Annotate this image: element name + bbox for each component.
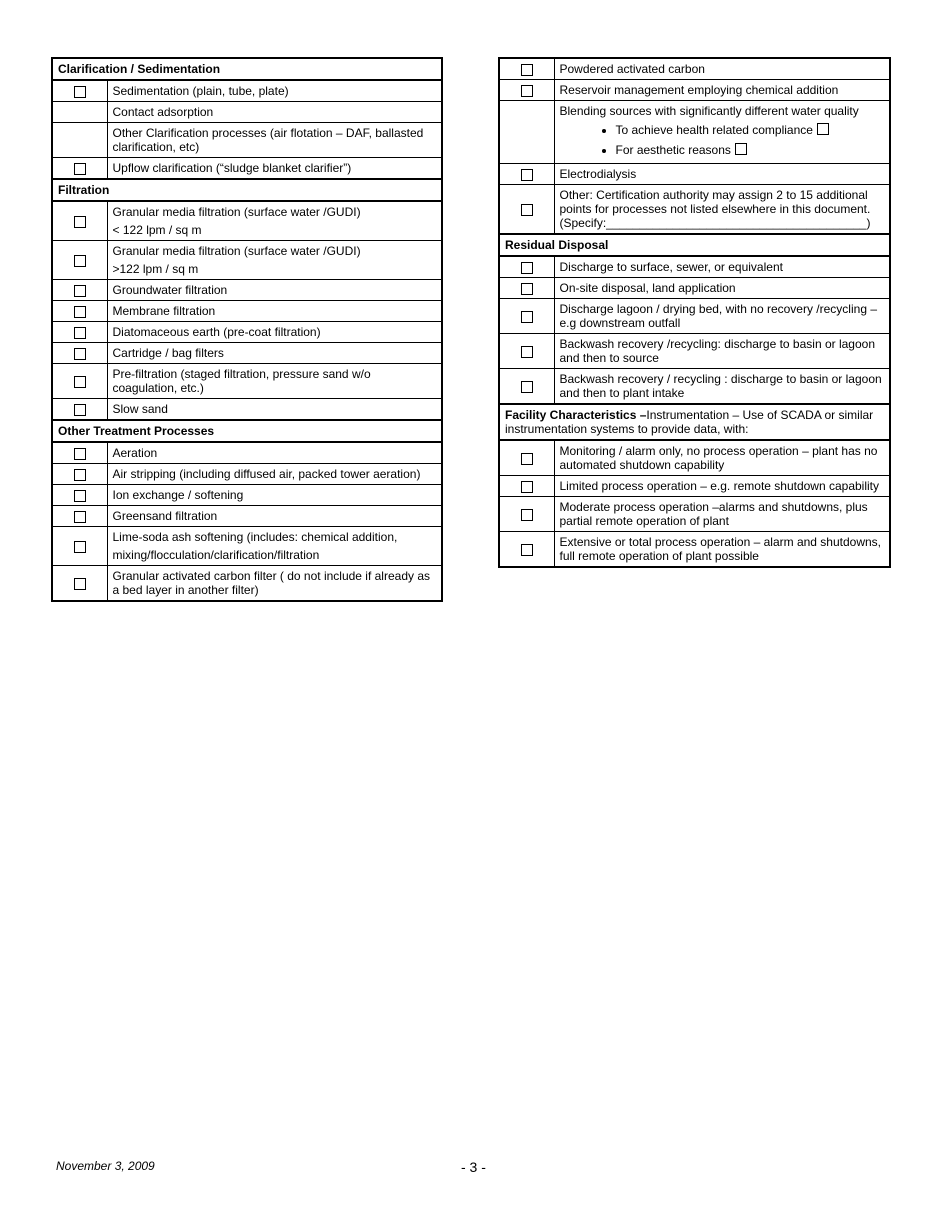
checkbox[interactable]: [74, 216, 86, 228]
list-item: [52, 158, 442, 180]
list-item: [499, 278, 890, 299]
list-item: [499, 164, 890, 185]
item-label: Sedimentation (plain, tube, plate): [107, 80, 442, 102]
item-label: Slow sand: [107, 399, 442, 421]
checkbox[interactable]: [74, 348, 86, 360]
item-label: Air stripping (including diffused air, packed tower aeration): [107, 464, 442, 485]
list-item: [52, 442, 442, 464]
bullet-item: [616, 123, 885, 137]
bullet-item: [616, 143, 885, 157]
item-label: Membrane filtration: [107, 301, 442, 322]
checkbox[interactable]: [521, 509, 533, 521]
item-sublabel: mixing/flocculation/clarification/filtration: [112, 548, 320, 562]
list-item: [52, 527, 442, 566]
list-item: [52, 123, 442, 158]
checkbox[interactable]: [74, 511, 86, 523]
list-item: [499, 58, 890, 80]
section-header-facility: [499, 404, 890, 440]
list-item: [52, 464, 442, 485]
item-label: Electrodialysis: [554, 164, 890, 185]
checkbox[interactable]: [735, 143, 747, 155]
item-label: Moderate process operation –alarms and shutdowns, plus partial remote operation of plant: [554, 497, 890, 532]
checkbox[interactable]: [74, 327, 86, 339]
list-item: [52, 301, 442, 322]
item-label: Diatomaceous earth (pre-coat filtration): [107, 322, 442, 343]
checkbox[interactable]: [74, 448, 86, 460]
checkbox[interactable]: [521, 169, 533, 181]
list-item: [499, 334, 890, 369]
section-header-filtration: Filtration: [52, 179, 442, 201]
item-label: Groundwater filtration: [107, 280, 442, 301]
list-item: [52, 506, 442, 527]
item-label: Monitoring / alarm only, no process operation – plant has no automated shutdown capability: [554, 440, 890, 476]
section-header-residual: Residual Disposal: [499, 234, 890, 256]
item-label: Reservoir management employing chemical addition: [554, 80, 890, 101]
item-label: Discharge lagoon / drying bed, with no recovery /recycling – e.g downstream outfall: [554, 299, 890, 334]
list-item: [52, 566, 442, 602]
list-item: [499, 256, 890, 278]
checkbox[interactable]: [521, 544, 533, 556]
item-label: Other Clarification processes (air flotation – DAF, ballasted clarification, etc): [107, 123, 442, 158]
checkbox[interactable]: [74, 404, 86, 416]
item-label: Greensand filtration: [107, 506, 442, 527]
checkbox[interactable]: [74, 255, 86, 267]
list-item: [52, 485, 442, 506]
item-label: Granular activated carbon filter ( do not include if already as a bed layer in another filter): [107, 566, 442, 602]
checkbox[interactable]: [74, 541, 86, 553]
list-item: [499, 497, 890, 532]
item-label: Ion exchange / softening: [107, 485, 442, 506]
checkbox[interactable]: [74, 306, 86, 318]
item-label: Upflow clarification (“sludge blanket clarifier”): [107, 158, 442, 180]
checkbox[interactable]: [521, 204, 533, 216]
checkbox[interactable]: [521, 381, 533, 393]
item-sublabel: >122 lpm / sq m: [112, 262, 199, 276]
checkbox[interactable]: [521, 85, 533, 97]
section-header-other-treatment: Other Treatment Processes: [52, 420, 442, 442]
section-title: Facility Characteristics –: [505, 408, 647, 422]
page-number: - 3 -: [461, 1159, 486, 1175]
list-item: [52, 364, 442, 399]
checkbox[interactable]: [74, 490, 86, 502]
list-item: [52, 241, 442, 280]
list-item: [52, 80, 442, 102]
checkbox[interactable]: [74, 285, 86, 297]
item-label: Contact adsorption: [107, 102, 442, 123]
checkbox[interactable]: [521, 262, 533, 274]
list-item: [499, 101, 890, 164]
checkbox[interactable]: [521, 283, 533, 295]
section-header-clarification: Clarification / Sedimentation: [52, 58, 442, 80]
checkbox[interactable]: [521, 311, 533, 323]
item-label: Powdered activated carbon: [554, 58, 890, 80]
blending-options: [560, 123, 885, 157]
checkbox[interactable]: [521, 64, 533, 76]
list-item: [52, 201, 442, 241]
checkbox[interactable]: [74, 469, 86, 481]
list-item: [52, 322, 442, 343]
checkbox[interactable]: [74, 163, 86, 175]
bullet-label: To achieve health related compliance: [615, 123, 813, 137]
list-item: [499, 185, 890, 235]
list-item: [52, 399, 442, 421]
item-label: Extensive or total process operation – alarm and shutdowns, full remote operation of plant possible: [554, 532, 890, 568]
list-item: [52, 343, 442, 364]
item-label: Discharge to surface, sewer, or equivalent: [554, 256, 890, 278]
checkbox[interactable]: [521, 346, 533, 358]
checkbox[interactable]: [521, 481, 533, 493]
list-item: [499, 532, 890, 568]
item-label: Lime-soda ash softening (includes: chemical addition,: [112, 530, 398, 544]
checkbox[interactable]: [521, 453, 533, 465]
item-label: Backwash recovery /recycling: discharge to basin or lagoon and then to source: [554, 334, 890, 369]
checkbox[interactable]: [74, 578, 86, 590]
list-item: [499, 369, 890, 405]
item-label: Limited process operation – e.g. remote shutdown capability: [554, 476, 890, 497]
left-checklist-table: [51, 57, 443, 602]
item-label: Cartridge / bag filters: [107, 343, 442, 364]
list-item: [499, 440, 890, 476]
item-sublabel: < 122 lpm / sq m: [112, 223, 202, 237]
item-label: Granular media filtration (surface water /GUDI): [112, 244, 361, 258]
item-label: On-site disposal, land application: [554, 278, 890, 299]
bullet-label: For aesthetic reasons: [615, 143, 731, 157]
item-label: Backwash recovery / recycling : discharge to basin or lagoon and then to plant intake: [554, 369, 890, 405]
footer-date: November 3, 2009: [56, 1159, 155, 1173]
section-description: Instrumentation – Use of SCADA or similar instrumentation systems to provide data, with:: [505, 408, 874, 436]
item-label: Granular media filtration (surface water /GUDI): [112, 205, 361, 219]
right-checklist-table: [498, 57, 891, 568]
list-item: [499, 80, 890, 101]
item-label: Other: Certification authority may assign 2 to 15 additional points for processes not listed elsewhere in this document. (Specify:_______________________________________): [554, 185, 890, 235]
item-label: Blending sources with significantly different water quality: [559, 104, 859, 118]
checkbox[interactable]: [74, 376, 86, 388]
item-label: Aeration: [107, 442, 442, 464]
list-item: [52, 102, 442, 123]
checkbox[interactable]: [817, 123, 829, 135]
checkbox[interactable]: [74, 86, 86, 98]
list-item: [499, 299, 890, 334]
item-label: Pre-filtration (staged filtration, pressure sand w/o coagulation, etc.): [107, 364, 442, 399]
list-item: [499, 476, 890, 497]
list-item: [52, 280, 442, 301]
